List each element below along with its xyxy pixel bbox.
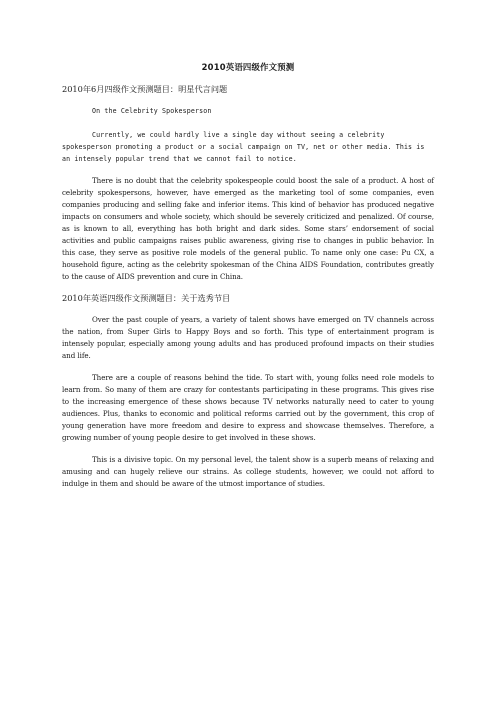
- section-heading-talent-show: 2010年英语四级作文预测题目：关于选秀节目: [62, 293, 231, 303]
- document-body: [62, 84, 434, 500]
- paragraph: This is a divisive topic. On my personal level, the talent show is a superb means of relaxing and amusing and can hugely relieve our strains. As college students, however, we could not afford to indulge in them and should be aware of the utmost importance of studies.: [62, 455, 434, 488]
- section-heading-celebrity: 2010年6月四级作文预测题目：明星代言问题: [62, 84, 228, 94]
- paragraph: There are a couple of reasons behind the tide. To start with, young folks need role models to learn from. So many of them are crazy for contestants participating in these programs. This gives rise to the increasing emergence of these shows because TV networks naturally need to cater to young audiences. Plus, thanks to economic and political reforms carried out by the government, this crop of young generation have more freedom and desire to express and showcase themselves. Therefore, a growing number of young people desire to get involved in these shows.: [62, 373, 434, 442]
- document-title: 2010英语四级作文预测: [201, 62, 295, 72]
- paragraph: There is no doubt that the celebrity spokespeople could boost the sale of a product. A host of celebrity spokespersons, however, have emerged as the marketing tool of some companies, even companies producing and selling fake and inferior items. This kind of behavior has produced negative impacts on consumers and whole society, which should be severely criticized and penalized. Of course, as is known to all, everything has both bright and dark sides. Some stars’ endorsement of social activities and public campaigns raises public awareness, giving rise to changes in public behavior. In this case, they serve as positive role models of the general public. To name only one case: Pu CX, a household figure, acting as the celebrity spokesman of the China AIDS Foundation, contributes greatly to the cause of AIDS prevention and cure in China.: [62, 176, 434, 281]
- paragraph: Over the past couple of years, a variety of talent shows have emerged on TV channels across the nation, from Super Girls to Happy Boys and so forth. This type of entertainment program is intensely popular, especially among young adults and has produced profound impacts on their studies and life.: [62, 315, 434, 360]
- essay-title: On the Celebrity Spokesperson: [92, 107, 212, 115]
- paragraph: Currently, we could hardly live a single day without seeing a celebrity spokesperson promoting a product or a social campaign on TV, net or other media. This is an intensely popular trend that we cannot fail to notice.: [62, 131, 425, 163]
